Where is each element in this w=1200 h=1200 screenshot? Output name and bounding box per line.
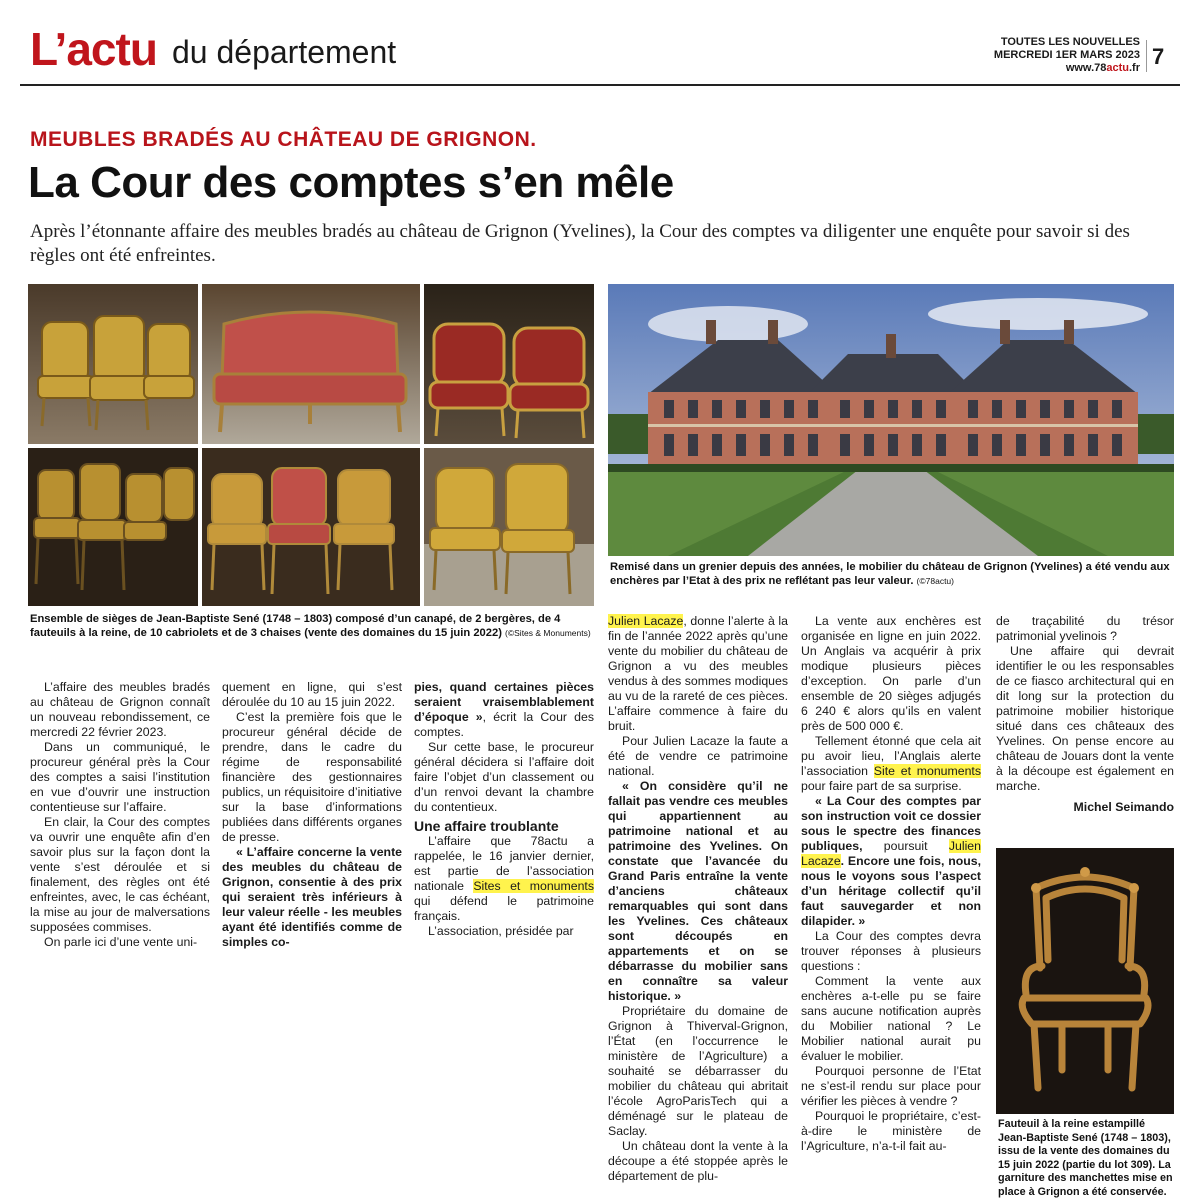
issue-date: MERCREDI 1ER MARS 2023 <box>993 49 1140 61</box>
website-brand: actu <box>1106 62 1129 74</box>
paragraph: de traçabilité du trésor patrimonial yvelinois ? <box>996 614 1174 643</box>
issue-meta <box>920 36 1140 75</box>
chairs-caption-credit: (©Sites & Monuments) <box>505 628 591 638</box>
paragraph: Une affaire qui devrait identifier le ou les responsables de ce fiasco architectural qui en dit long sur la protection du patrimoine mobilier historique situé dans ces châteaux des Yvelines. On pense encore au château de Jouars dont la vente à la découpe est également en marche. <box>996 644 1174 793</box>
quote-attribution: , écrit la Cour des comptes. <box>414 710 594 739</box>
paragraph: La vente aux enchères est organisée en ligne en juin 2022. Un Anglais va acquérir à prix modique plusieurs pièces d’exception. On parle d’un ensemble de 20 sièges adjugés 6 240 € alors qu’ils en valent près de 500 000 €. <box>801 614 981 733</box>
website-link[interactable] <box>920 62 1140 75</box>
paragraph: En clair, la Cour des comptes va ouvrir une enquête afin d’en savoir plus sur la façon dont la vente s’est déroulée et si finalement, des règles ont été enfreintes, avec, le cas échéant, la mise au jour de malversations supposées commises. <box>30 815 210 934</box>
chairs-caption-text: Ensemble de sièges de Jean-Baptiste Sené (1748 – 1803) composé d’un canapé, de 2 bergères, de 4 fauteuils à la reine, de 10 cabriolets et de 3 chaises (vente des domaines du 15 juin 2022) <box>30 613 561 639</box>
paragraph: Pourquoi personne de l’Etat ne s’est-il rendu sur place pour vérifier les pièces à vendre ? <box>801 1064 981 1108</box>
header-divider <box>1146 40 1147 72</box>
text-run: qui défend le patrimoine français. <box>414 894 594 923</box>
text-run: L’affaire que 78actu a rappelée, le 16 janvier dernier, est partie de l’association nationale <box>414 834 594 893</box>
highlight-sites-et-monuments: Sites et monuments <box>473 879 594 893</box>
author-signature: Michel Seimando <box>1073 800 1174 814</box>
paragraph: Pour Julien Lacaze la faute a été de vendre ce patrimoine national. <box>608 734 788 778</box>
publication-name: TOUTES LES NOUVELLES <box>1000 36 1140 48</box>
quote-paragraph: « On considère qu’il ne fallait pas vendre ces meubles qui appartiennent au patrimoine national et au patrimoine des Yvelines. On constate que l’avancée du Grand Paris entraîne la vente d’anciens châteaux remarquables qui sont dans les Yvelines. Ces châteaux sont découpés en appartements et on se débarrasse du mobilier sans en connaître sa valeur historique. » <box>608 779 788 1003</box>
armchair-caption: Fauteuil à la reine estampillé Jean-Baptiste Sené (1748 – 1803), issu de la vente des domaines du 15 juin 2022 (partie du lot 309). La garniture des manchettes mise en place à Grignon a été conservée. <box>998 1118 1173 1198</box>
paragraph: L’affaire des meubles bradés au château de Grignon connaît un nouveau rebondissement, ce mercredi 22 février 2023. <box>30 680 210 739</box>
quote-run: . Encore une fois, nous, nous le voyons sous l’aspect d’un héritage collectif qu’il faut sauvegarder et non dilapider. » <box>801 854 981 928</box>
page-number: 7 <box>1152 44 1165 69</box>
quote-paragraph: « L’affaire concerne la vente des meubles du château de Grignon, consentie à des prix qui seraient très inférieurs à leur valeur réelle - les meubles ayant été identifiés comme de simples co- <box>222 845 402 949</box>
article-column-4 <box>608 614 788 1184</box>
article-column-6 <box>996 614 1174 815</box>
article-column-2 <box>222 680 402 950</box>
article-column-5 <box>801 614 981 1154</box>
article-kicker: MEUBLES BRADÉS AU CHÂTEAU DE GRIGNON. <box>30 128 537 151</box>
quote-run: « La Cour des comptes par son instruction voit ce dossier sous le spectre des finances publiques, <box>801 794 981 853</box>
text-run: pour faire part de sa surprise. <box>801 779 962 793</box>
paragraph: La Cour des comptes devra trouver réponses à plusieurs questions : <box>801 929 981 973</box>
castle-caption <box>610 560 1170 588</box>
section-brand-actu: L’actu <box>30 23 157 75</box>
armchair-photo <box>996 848 1174 1114</box>
castle-caption-credit: (©78actu) <box>916 576 954 586</box>
paragraph: L’association, présidée par <box>428 924 574 938</box>
article-standfirst: Après l’étonnante affaire des meubles bradés au château de Grignon (Yvelines), la Cour des comptes va diligenter une enquête pour savoir si des règles ont été enfreintes. <box>30 221 1130 266</box>
paragraph: Propriétaire du domaine de Grignon à Thiverval-Grignon, l’État (en l’occurrence le ministère de l’Agriculture) a souhaité se débarrasser du mobilier du château qui abritait l’école AgroParisTech qui a déménagé sur le plateau de Saclay. <box>608 1004 788 1138</box>
castle-photo <box>608 284 1174 556</box>
subheading: Une affaire troublante <box>414 818 559 834</box>
paragraph: Sur cette base, le procureur général décidera si l’affaire doit faire l’objet d’un classement ou d’un renvoi devant la chambre du contentieux. <box>414 740 594 814</box>
paragraph: Pourquoi le propriétaire, c’est-à-dire le ministère de l’Agriculture, n’a-t-il fait au- <box>801 1109 981 1153</box>
text-run: poursuit <box>883 839 949 853</box>
section-brand-department: du département <box>172 34 397 70</box>
paragraph: C’est la première fois que le procureur général décide de prendre, dans le cadre du régime de responsabilité financière des gestionnaires publics, un réquisitoire d’initiative sur la base d’informations publiées dans différents organes de presse. <box>222 710 402 844</box>
highlight-julien-lacaze: Julien Lacaze <box>608 614 684 628</box>
paragraph: On parle ici d’une vente uni- <box>44 935 198 949</box>
highlight-julien-lacaze: Julien Lacaze <box>801 839 981 868</box>
paragraph: Un château dont la vente à la découpe a été stoppée après le département de plu- <box>608 1139 788 1183</box>
chairs-photo-grid <box>28 284 594 606</box>
quote-continuation: pies, quand certaines pièces seraient vraisemblablement d’époque » <box>414 680 594 724</box>
text-run: Tellement étonné que cela ait pu avoir lieu, l’Anglais alerte l’association <box>801 734 981 778</box>
article-column-3 <box>414 680 594 939</box>
chairs-caption <box>30 612 592 640</box>
website-prefix: www.78 <box>1065 62 1107 74</box>
text-run: , donne l’alerte à la fin de l’année 2022 après qu’une vente du mobilier du château de Grignon a vu des meubles vendus à des sommes modiques au vu de la rareté de ces pièces. L’affaire commence à faire du bruit. <box>608 614 788 733</box>
website-suffix: .fr <box>1129 62 1140 74</box>
header-rule <box>20 84 1180 86</box>
article-headline: La Cour des comptes s’en mêle <box>28 158 674 207</box>
paragraph: Comment la vente aux enchères a-t-elle pu se faire sans aucune notification auprès du Mobilier national ? Le Mobilier national aurait pu évaluer le mobilier. <box>801 974 981 1063</box>
highlight-site-et-monuments: Site et monuments <box>873 764 981 778</box>
paragraph: quement en ligne, qui s’est déroulée du 10 au 15 juin 2022. <box>222 680 402 709</box>
paragraph: Dans un communiqué, le procureur général près la Cour des comptes a saisi l’institution en vue d’ouvrir une instruction contentieuse sur l’affaire. <box>30 740 210 814</box>
castle-caption-text: Remisé dans un grenier depuis des années, le mobilier du château de Grignon (Yvelines) a été vendu aux enchères par l’Etat à des prix ne reflétant pas leur valeur. <box>610 561 1170 587</box>
article-column-1 <box>30 680 210 950</box>
